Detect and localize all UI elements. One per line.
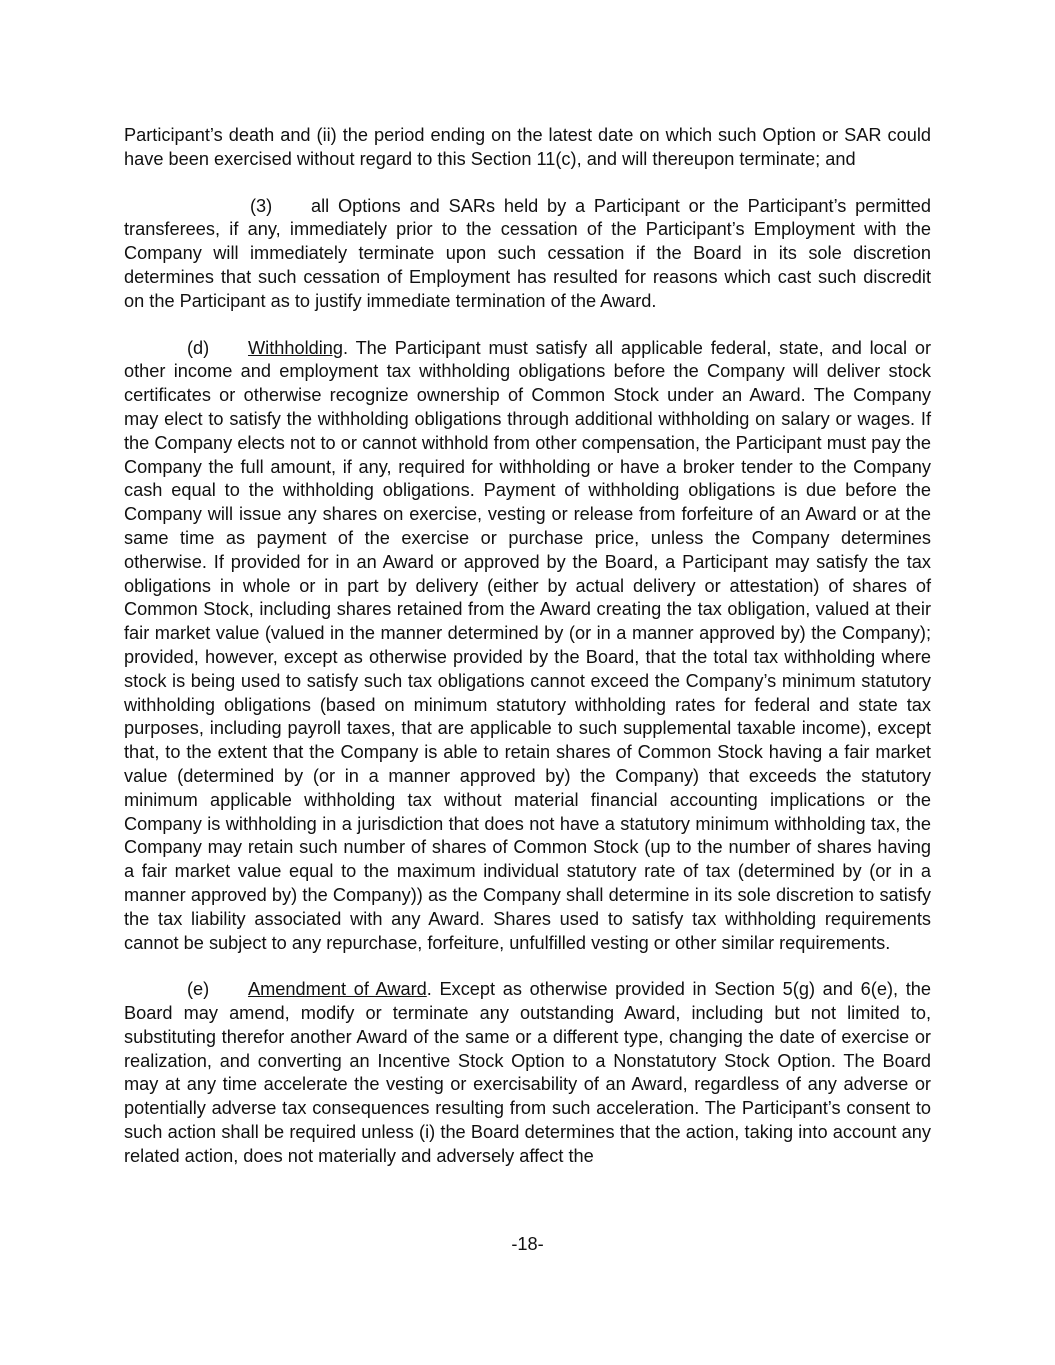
paragraph-text: . The Participant must satisfy all applicable federal, state, and local or other income and employment tax withholding obligations before the Company will deliver stock certificates or otherwise recognize ownership of Common Stock under an Award. The Company may elect to satisfy the withholding obligations through additional withholding on salary or wages. If the Company elects not to or cannot withhold from other compensation, the Participant must pay the Company the full amount, if any, required for withholding or have a broker tender to the Company cash equal to the withholding obligations. Payment of withholding obligations is due before the Company will issue any shares on exercise, vesting or release from forfeiture of an Award or at the same time as payment of the exercise or purchase price, unless the Company determines otherwise. If provided for in an Award or approved by the Board, a Participant may satisfy the tax obligations in whole or in part by delivery (either by actual delivery or attestation) of shares of Common Stock, including shares retained from the Award creating the tax obligation, valued at their fair market value (valued in the manner determined by (or in a manner approved by) the Company); provided, however, except as otherwise provided by the Board, that the total tax withholding where stock is being used to satisfy such tax obligations cannot exceed the Company’s minimum statutory withholding obligations (based on minimum statutory withholding rates for federal and state tax purposes, including payroll taxes, that are applicable to such supplemental taxable income), except that, to the extent that the Company is able to retain shares of Common Stock having a fair market value (determined by (or in a manner approved by) the Company) that exceeds the statutory minimum applicable withholding tax without material financial accounting implications or the Company is withholding in a jurisdiction that does not have a statutory minimum withholding tax, the Company may retain such number of shares of Common Stock (up to the number of shares having a fair market value equal to the maximum individual statutory rate of tax (determined by (or in a manner approved by) the Company)) as the Company shall determine in its sole discretion to satisfy the tax liability associated with any Award. Shares used to satisfy tax withholding requirements cannot be subject to any repurchase, forfeiture, unfulfilled vesting or other similar requirements. — [124, 337, 931, 953]
section-heading-amendment-of-award: Amendment of Award — [248, 979, 427, 1000]
paragraph-text: . Except as otherwise provided in Section 5(g) and 6(e), the Board may amend, modify or terminate any outstanding Award, including but not limited to, substituting therefor another Award of the same or a different type, changing the date of exercise or realization, and converting an Incentive Stock Option to a Nonstatutory Stock Option. The Board may at any time accelerate the vesting or exercisability of an Award, regardless of any adverse or potentially adverse tax consequences resulting from such acceleration. The Participant’s consent to such action shall be required unless (i) the Board determines that the action, taking into account any related action, does not materially and adversely affect the — [124, 979, 931, 1166]
paragraph-continued — [124, 124, 931, 172]
paragraph-d-withholding — [124, 337, 931, 956]
paragraph-marker: (e) — [187, 979, 210, 1000]
paragraph-text: all Options and SARs held by a Participant or the Participant’s permitted transferees, if any, immediately prior to the cessation of the Participant’s Employment with the Company will immediately terminate upon such cessation if the Board in its sole discretion determines that such cessation of Employment has resulted for reasons which cast such discredit on the Participant as to justify immediate termination of the Award. — [124, 195, 931, 311]
paragraph-3 — [124, 195, 931, 314]
document-page — [124, 124, 931, 1192]
page-number: -18- — [511, 1234, 544, 1254]
paragraph-marker: (3) — [250, 195, 273, 216]
section-heading-withholding: Withholding — [248, 337, 344, 358]
paragraph-marker: (d) — [187, 337, 210, 358]
paragraph-text: Participant’s death and (ii) the period ending on the latest date on which such Option or SAR could have been exercised without regard to this Section 11(c), and will thereupon terminate; and — [124, 125, 931, 169]
paragraph-e-amendment — [124, 978, 931, 1168]
